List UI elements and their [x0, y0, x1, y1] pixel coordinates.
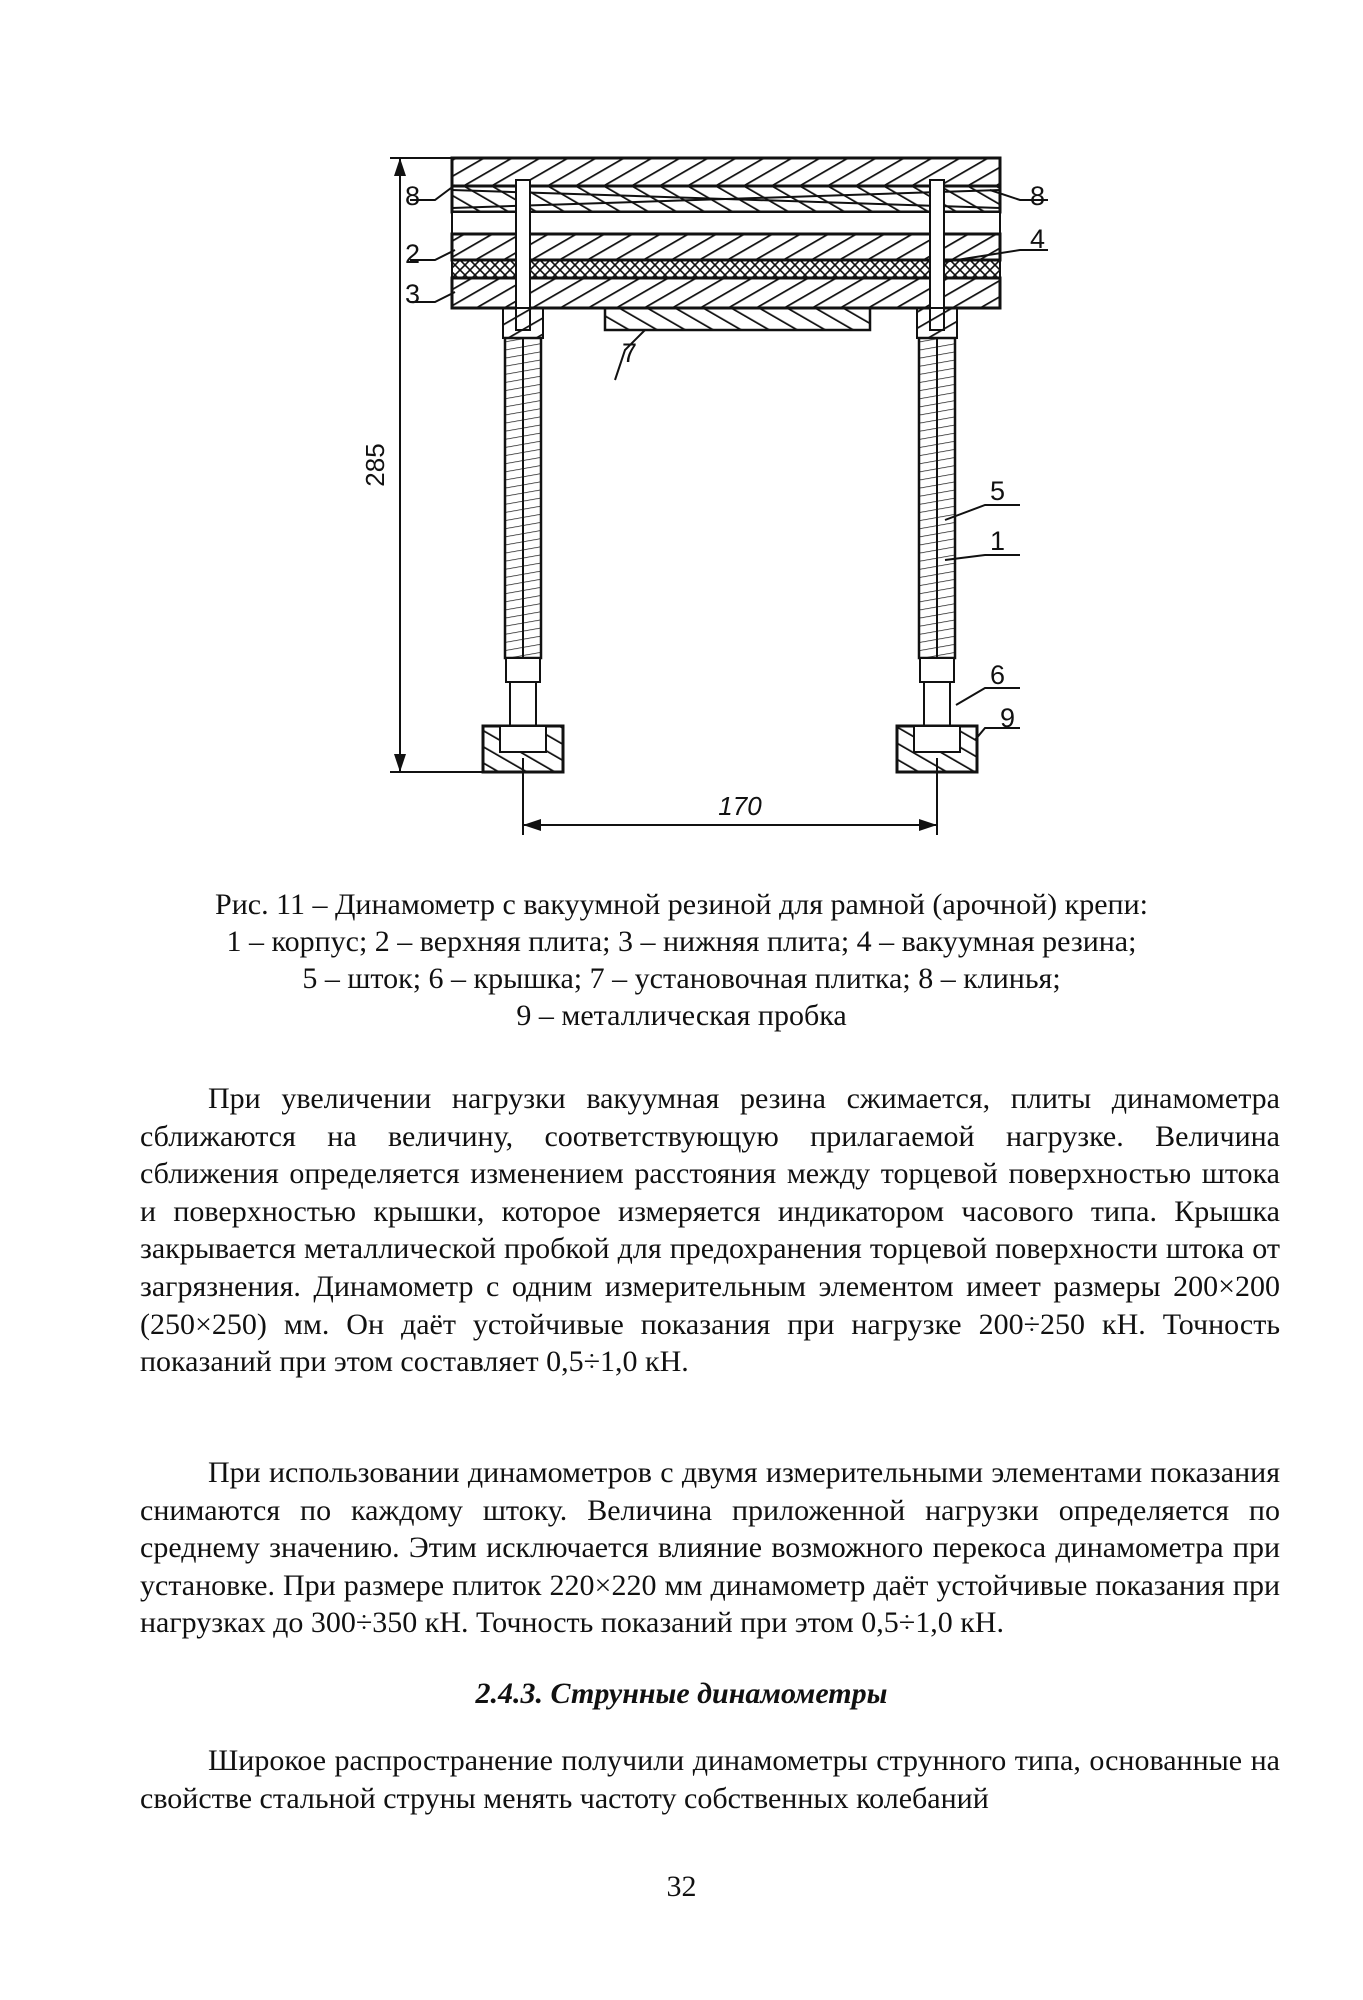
figure-caption	[150, 886, 1213, 1034]
callout-right-8: 8	[1030, 181, 1046, 211]
callout-right-1: 1	[990, 526, 1006, 556]
callout-right-9: 9	[1000, 703, 1016, 733]
caption-line: 9 – металлическая пробка	[516, 999, 847, 1032]
callout-left-3: 3	[405, 279, 421, 309]
caption-line: Рис. 11 – Динамометр с вакуумной резиной для рамной (арочной) крепи:	[215, 888, 1148, 921]
callout-right-4: 4	[1030, 224, 1046, 254]
callout-right-6: 6	[990, 660, 1006, 690]
callout-left-8: 8	[405, 181, 421, 211]
dimension-285: 285	[360, 443, 390, 487]
body-paragraph: При использовании динамометров с двумя измерительными элементами показания снимаются по каждому штоку. Величина приложенной нагрузки определяется по среднему значению. Этим исключается влияние возможного перекоса динамометра при установке. При размере плиток 220×220 мм динамометр даёт устойчивые показания при нагрузках до 300÷350 кН. Точность показаний при этом 0,5÷1,0 кН.	[140, 1456, 1280, 1640]
section-heading: 2.4.3. Струнные динамометры	[475, 1677, 888, 1710]
caption-line: 5 – шток; 6 – крышка; 7 – установочная плитка; 8 – клинья;	[302, 962, 1061, 995]
body-paragraph: Широкое распространение получили динамометры струнного типа, основанные на свойстве стальной струны менять частоту собственных колебаний	[140, 1744, 1280, 1815]
width-dimension	[523, 758, 937, 835]
callout-right-5: 5	[990, 476, 1006, 506]
body-paragraph: При увеличении нагрузки вакуумная резина сжимается, плиты динамометра сближаются на величину, соответствующую прилагаемой нагрузке. Величина сближения определяется изменением расстояния между торцевой поверхностью штока и поверхностью крышки, которое измеряется индикатором часового типа. Крышка закрывается металлической пробкой для предохранения торцевой поверхности штока от загрязнения. Динамометр с одним измерительным элементом имеет размеры 200×200 (250×250) мм. Он даёт устойчивые показания при нагрузке 200÷250 кН. Точность показаний при этом составляет 0,5÷1,0 кН.	[140, 1082, 1280, 1379]
callout-bottom-7: 7	[622, 338, 638, 368]
caption-line: 1 – корпус; 2 – верхняя плита; 3 – нижняя плита; 4 – вакуумная резина;	[226, 925, 1137, 958]
top-plate-stack	[452, 158, 1000, 308]
dimension-170: 170	[718, 791, 762, 821]
mounting-plate	[605, 308, 870, 330]
dynamometer-figure	[0, 0, 1363, 860]
page-number: 32	[666, 1870, 697, 1903]
callout-left-2: 2	[405, 239, 421, 269]
